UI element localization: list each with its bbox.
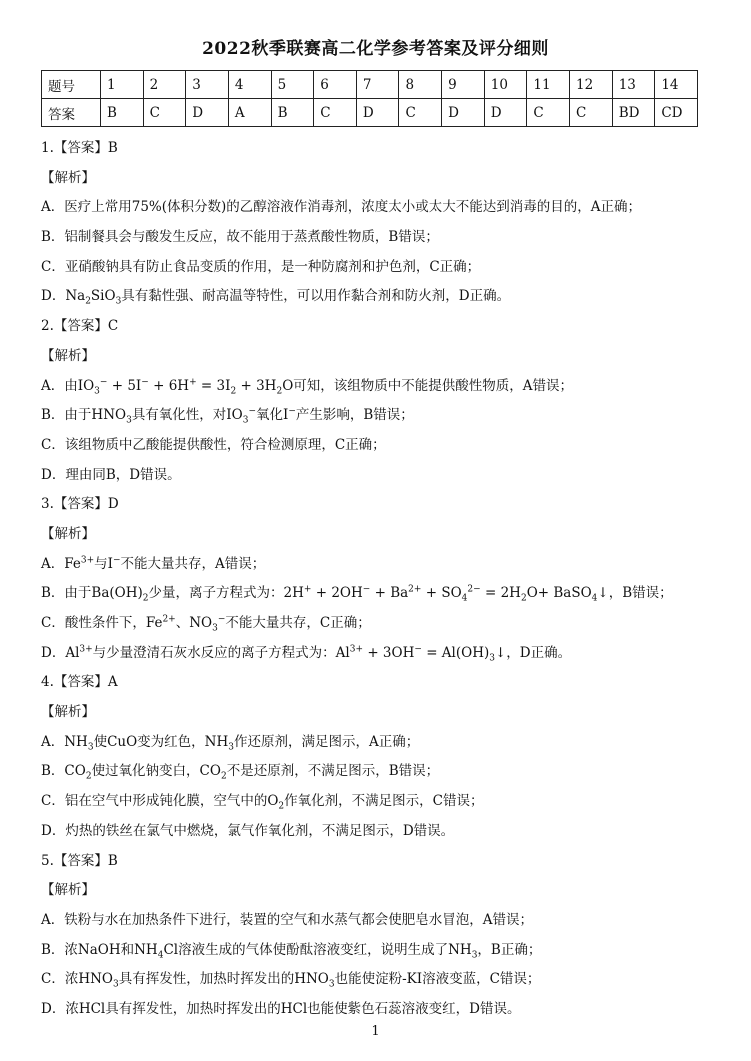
question-number: 3 bbox=[186, 71, 229, 99]
answer-cell: D bbox=[484, 99, 527, 127]
question-number: 12 bbox=[570, 71, 613, 99]
question-number: 2 bbox=[143, 71, 186, 99]
q1-option-b: B．铝制餐具会与酸发生反应，故不能用于蒸煮酸性物质，B错误； bbox=[41, 229, 439, 246]
question-number: 11 bbox=[527, 71, 570, 99]
q3-option-b: B．由于$Ba(OH)_2$少量，离子方程式为：$2H^+ + 2OH^- + Ba^{2+} + SO_4^{2-} = 2H_2O+$ BaSO$_4$↓，B错误； bbox=[41, 584, 673, 604]
q5-answer-heading: 5.【答案】B bbox=[41, 852, 118, 869]
q5-option-a: A．铁粉与水在加热条件下进行，装置的空气和水蒸气都会使肥皂水冒泡，A错误； bbox=[41, 911, 533, 928]
answer-cell: B bbox=[101, 99, 144, 127]
answer-table-number-row bbox=[42, 71, 698, 99]
answer-cell: CD bbox=[655, 99, 698, 127]
answer-cell: C bbox=[527, 99, 570, 127]
answer-cell: D bbox=[356, 99, 399, 127]
q3-answer-heading: 3.【答案】D bbox=[41, 496, 119, 513]
q3-option-a: A．$Fe^{3+}$与I−不能大量共存，A错误； bbox=[41, 555, 266, 572]
question-number: 9 bbox=[442, 71, 485, 99]
question-number: 6 bbox=[314, 71, 357, 99]
question-number: 7 bbox=[356, 71, 399, 99]
q5-jiexi-label: 【解析】 bbox=[41, 882, 95, 899]
answer-cell: C bbox=[399, 99, 442, 127]
row-header-question: 题号 bbox=[42, 71, 101, 99]
q1-answer-heading: 1.【答案】B bbox=[41, 140, 118, 156]
answer-table-answer-row bbox=[42, 99, 698, 127]
q2-answer-heading: 2.【答案】C bbox=[41, 318, 119, 335]
answer-cell: B bbox=[271, 99, 314, 127]
q4-answer-heading: 4.【答案】A bbox=[41, 674, 118, 691]
question-number: 5 bbox=[271, 71, 314, 99]
question-number: 4 bbox=[228, 71, 271, 99]
q1-option-a: A．医疗上常用75%(体积分数)的乙醇溶液作消毒剂，浓度太小或太大不能达到消毒的目的，A正确； bbox=[41, 199, 642, 216]
q4-option-d: D．灼热的铁丝在氯气中燃烧，氯气作氧化剂，不满足图示，D错误。 bbox=[41, 822, 455, 839]
question-number: 14 bbox=[655, 71, 698, 99]
q5-option-c: C．浓$HNO_3$具有挥发性，加热时挥发出的$HNO_3$也能使淀粉-KI溶液变蓝，C错误； bbox=[41, 971, 541, 990]
answer-cell: C bbox=[143, 99, 186, 127]
question-number: 1 bbox=[101, 71, 144, 99]
q3-option-c: C．酸性条件下，$Fe^{2+}$、$NO_3^-$不能大量共存，C正确； bbox=[41, 614, 371, 634]
q2-option-d: D．理由同B，D错误。 bbox=[41, 466, 181, 483]
answer-cell: C bbox=[570, 99, 613, 127]
q5-option-b: B．浓NaOH和$NH_4Cl$溶液生成的气体使酚酞溶液变红，说明生成了$NH_3$，B正确； bbox=[41, 941, 542, 961]
question-number: 8 bbox=[399, 71, 442, 99]
question-number: 13 bbox=[612, 71, 655, 99]
q2-option-a: A．由$IO_3^- + 5I^- + 6H^+ = 3I_2 + 3H_2O$可知，该组物质中不能提供酸性物质，A错误； bbox=[41, 377, 574, 397]
q2-option-b: B．由于$HNO_3$具有氧化性，对$IO_3^-$氧化I−产生影响，B错误； bbox=[41, 406, 414, 426]
q1-option-c: C．亚硝酸钠具有防止食品变质的作用，是一种防腐剂和护色剂，C正确； bbox=[41, 258, 481, 275]
q4-option-c: C．铝在空气中形成钝化膜，空气中的$O_2$作氧化剂，不满足图示，C错误； bbox=[41, 793, 484, 812]
q3-jiexi-label: 【解析】 bbox=[41, 525, 95, 542]
q4-jiexi-label: 【解析】 bbox=[41, 704, 95, 721]
answer-table bbox=[41, 70, 698, 127]
q1-option-d: D．$Na_2SiO_3$具有黏性强、耐高温等特性，可以用作黏合剂和防火剂，D正确。 bbox=[41, 288, 511, 308]
page-number: 1 bbox=[371, 1024, 380, 1039]
answer-cell: C bbox=[314, 99, 357, 127]
answer-cell: BD bbox=[612, 99, 655, 127]
row-header-answer: 答案 bbox=[42, 99, 101, 127]
explanations bbox=[41, 134, 711, 1025]
answer-cell: A bbox=[228, 99, 271, 127]
q2-jiexi-label: 【解析】 bbox=[41, 347, 95, 364]
answer-cell: D bbox=[442, 99, 485, 127]
q3-option-d: D．$Al^{3+}$与少量澄清石灰水反应的离子方程式为：$Al^{3+} + 3OH^-$ = $Al(OH)_3↓$，D正确。 bbox=[41, 644, 572, 664]
q5-option-d: D．浓HCl具有挥发性，加热时挥发出的HCl也能使紫色石蕊溶液变红，D错误。 bbox=[41, 1000, 521, 1017]
question-number: 10 bbox=[484, 71, 527, 99]
answer-cell: D bbox=[186, 99, 229, 127]
q2-option-c: C．该组物质中乙酸能提供酸性，符合检测原理，C正确； bbox=[41, 436, 386, 453]
q4-option-b: B．$CO_2$使过氧化钠变白，$CO_2$不是还原剂，不满足图示，B错误； bbox=[41, 763, 440, 783]
q1-jiexi-label: 【解析】 bbox=[41, 169, 95, 186]
q4-option-a: A．$NH_3$使CuO变为红色，$NH_3$作还原剂，满足图示，A正确； bbox=[41, 733, 420, 753]
page-title: 2022秋季联赛高二化学参考答案及评分细则 bbox=[202, 39, 549, 59]
